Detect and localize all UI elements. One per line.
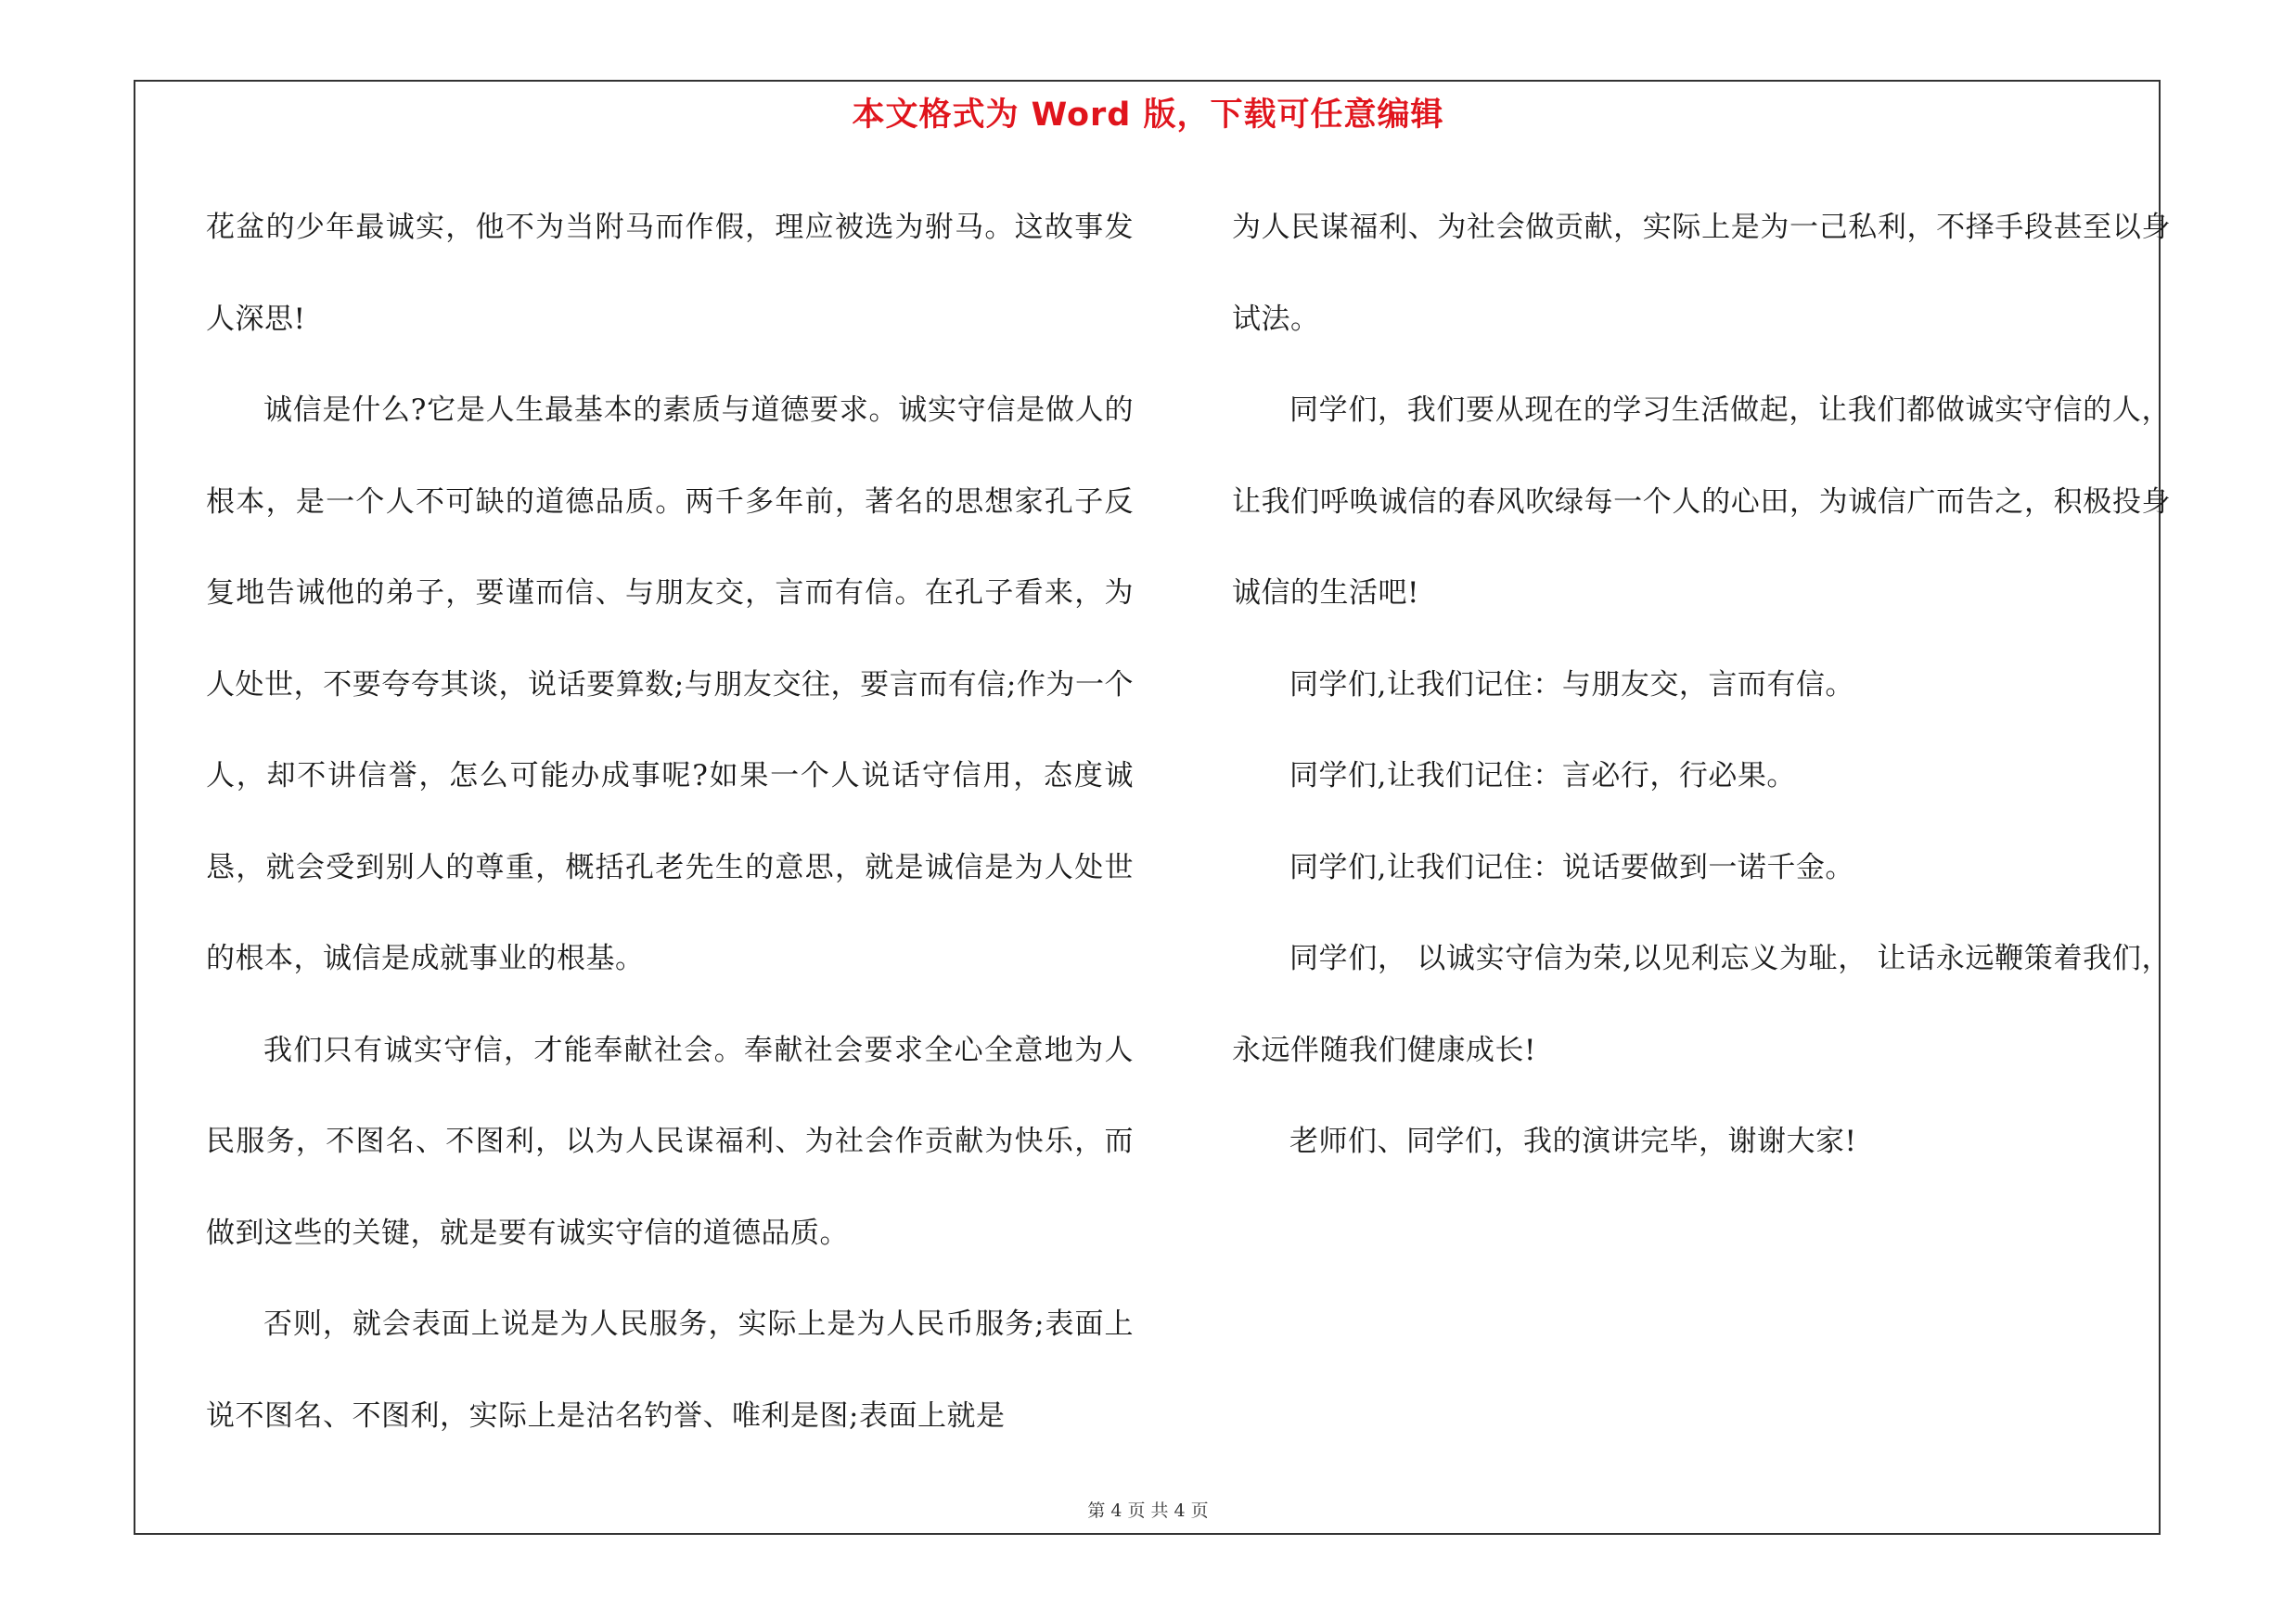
page-number-footer: 第 4 页 共 4 页 bbox=[1087, 1501, 1209, 1521]
left-column-paragraph: 我们只有诚实守信，才能奉献社会。奉献社会要求全心全意地为人民服务，不图名、不图利，以为人民谋福利、为社会作贡献为快乐，而做到这些的关键，就是要有诚实守信的道德品质。 bbox=[206, 1033, 1134, 1250]
right-column-paragraph: 老师们、同学们，我的演讲完毕，谢谢大家! bbox=[1289, 1125, 1857, 1158]
right-column-paragraph: 同学们， 以诚实守信为荣,以见利忘义为耻， 让话永远鞭策着我们，永远伴随我们健康成长! bbox=[1232, 942, 2171, 1067]
left-column-paragraph: 否则，就会表面上说是为人民服务，实际上是为人民币服务;表面上说不图名、不图利，实际上是沽名钓誉、唯利是图;表面上就是 bbox=[206, 1307, 1134, 1433]
left-column-paragraph: 诚信是什么?它是人生最基本的素质与道德要求。诚实守信是做人的根本，是一个人不可缺的道德品质。两千多年前，著名的思想家孔子反复地告诫他的弟子，要谨而信、与朋友交，言而有信。在孔子看来，为人处世，不要夸夸其谈，说话要算数;与朋友交往，要言而有信;作为一个人，却不讲信誉，怎么可能办成事呢?如果一个人说话守信用，态度诚恳，就会受到别人的尊重，概括孔老先生的意思，就是诚信是为人处世的根本，诚信是成就事业的根基。 bbox=[206, 393, 1134, 975]
left-column-paragraph: 花盆的少年最诚实，他不为当附马而作假，理应被选为驸马。这故事发人深思! bbox=[206, 211, 1134, 336]
left-column bbox=[206, 182, 1134, 1462]
right-column-paragraph: 同学们,让我们记住：言必行，行必果。 bbox=[1289, 759, 1796, 792]
right-column-paragraph: 同学们,让我们记住：说话要做到一诺千金。 bbox=[1289, 850, 1854, 884]
word-format-banner: 本文格式为 Word 版，下载可任意编辑 bbox=[852, 97, 1444, 134]
right-column bbox=[1232, 182, 2171, 1188]
right-column-paragraph: 同学们，我们要从现在的学习生活做起，让我们都做诚实守信的人，让我们呼唤诚信的春风吹绿每一个人的心田，为诚信广而告之，积极投身诚信的生活吧! bbox=[1232, 393, 2171, 610]
right-column-paragraph: 同学们,让我们记住：与朋友交，言而有信。 bbox=[1289, 667, 1854, 702]
right-column-paragraph: 为人民谋福利、为社会做贡献，实际上是为一己私利，不择手段甚至以身试法。 bbox=[1232, 211, 2171, 336]
